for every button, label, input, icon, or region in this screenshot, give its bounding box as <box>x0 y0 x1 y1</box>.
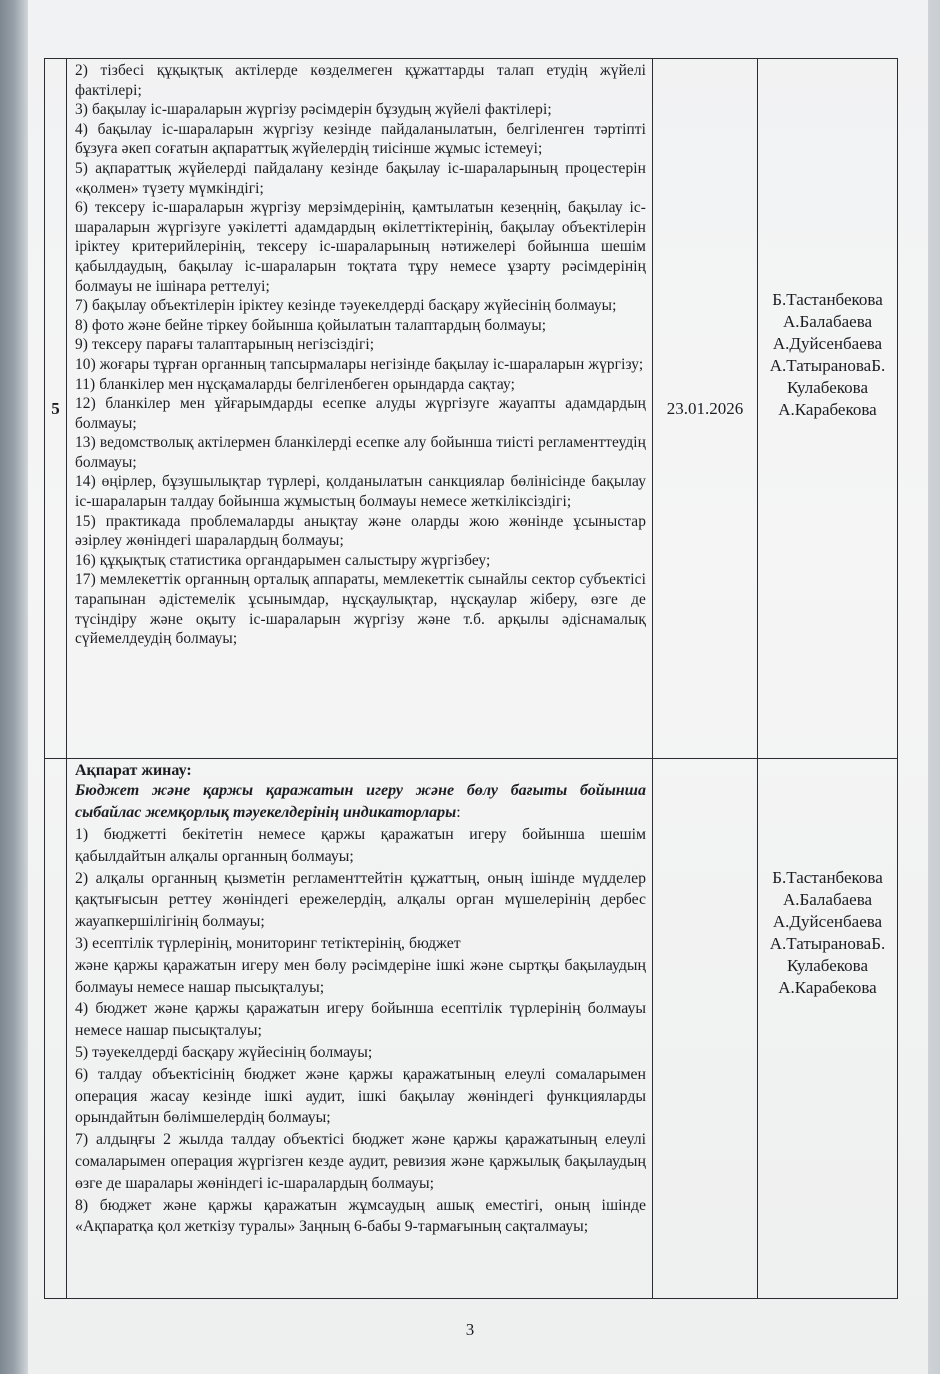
list-item: 2) тізбесі құқықтық актілерде көзделмеген құжаттарды талап етудің жүйелі фактілері; <box>75 62 646 99</box>
deadline-date-empty <box>653 759 758 1299</box>
responsible-name: А.Дуйсенбаева <box>772 334 883 353</box>
responsible-name: А.Карабекова <box>778 400 877 419</box>
measure-description <box>67 59 653 759</box>
responsible-name: А.Балабаева <box>782 890 873 909</box>
list-item: 9) тексеру парағы талаптарының негізсіздігі; <box>75 336 375 354</box>
page-number: 3 <box>465 1320 475 1339</box>
list-item: 15) практикада проблемаларды анықтау және оларды жою жөнінде ұсыныстар әзірлеу жөніндегі шаралардың болмауы; <box>75 512 646 550</box>
list-item: 10) жоғары тұрған органның тапсырмалары негізінде бақылау іс-шараларын жүргізу; <box>75 355 644 373</box>
list-item: және қаржы қаражатын игеру мен бөлу рәсімдеріне ішкі және сыртқы бақылаудың болмауы немесе нашар пысықталуы; <box>75 956 646 996</box>
list-item: 6) талдау объектісінің бюджет және қаржы қаражатының елеулі сомаларымен операция жасау кезінде ішкі аудит, ішкі бақылау жөніндегі функцияларды орындайтын бөлімшелердің болмауы; <box>75 1065 646 1127</box>
responsible-name: Б.Тастанбекова <box>772 290 883 309</box>
list-item: 16) құқықтық статистика органдарымен салыстыру жүргізбеу; <box>75 551 491 569</box>
list-item: 2) алқалы органның қызметін регламенттейтін құжаттың, оның ішінде мүдделер қақтығысын реттеу жөніндегі ережелердің, алқалы орган мүшелерінің дербес жауапкершілігінің болмауы; <box>75 869 646 931</box>
row-number-empty <box>45 759 67 1299</box>
responsible-name: А.Дуйсенбаева <box>772 912 883 931</box>
list-item: 1) бюджетті бекітетін немесе қаржы қаражатын игеру бойынша шешім қабылдайтын алқалы органның болмауы; <box>75 826 646 865</box>
subheading-suffix: : <box>456 804 461 821</box>
list-item: 3) бақылау іс-шараларын жүргізу рәсімдерін бұзудың жүйелі фактілері; <box>75 101 552 119</box>
list-item: 3) есептілік түрлерінің, мониторинг тетіктерінің, бюджет <box>75 934 461 952</box>
responsible-name: Кулабекова <box>786 378 869 397</box>
responsible-name: Кулабекова <box>786 956 869 975</box>
list-item: 14) өңірлер, бұзушылықтар түрлері, қолданылатын санкциялар бөлінісінде бақылау іс-шараларын талдау бойынша жұмыстың болмауы немесе жеткіліксіздігі; <box>75 473 646 511</box>
list-item: 12) бланкілер мен ұйғарымдарды есепке алуды жүргізуге жауапты адамдардың болмауы; <box>75 395 646 432</box>
responsible-name: А.ТатырановаБ. <box>769 934 886 953</box>
list-item: 4) бақылау іс-шараларын жүргізу кезінде пайдаланылатын, белгіленген тәртіпті бұзуға әкеп соғатын ақпараттық жүйелердің тиісінше жұмыс істемеуі; <box>75 120 646 158</box>
deadline-date: 23.01.2026 <box>653 59 758 759</box>
indicator-list <box>75 61 646 649</box>
list-item: 5) ақпараттық жүйелерді пайдалану кезінде бақылау іс-шараларының процестерін «қолмен» түзету мүмкіндігі; <box>75 159 646 197</box>
table-row <box>45 59 898 759</box>
responsible-name: А.Балабаева <box>782 312 873 331</box>
list-item: 13) ведомстволық актілермен бланкілерді есепке алу бойынша тиісті регламенттеудің болмауы; <box>75 434 646 471</box>
table-row <box>45 759 898 1299</box>
row-number: 5 <box>45 59 67 759</box>
responsible-name: Б.Тастанбекова <box>772 868 883 887</box>
list-item: 4) бюджет және қаржы қаражатын игеру бойынша есептілік түрлерінің болмауы немесе нашар пысықталуы; <box>75 1000 646 1040</box>
list-item: 7) алдыңғы 2 жылда талдау объектісі бюджет және қаржы қаражатының елеулі сомаларымен операция жүргізген кезде аудит, ревизия және қаржылық бақылаудың өзге де шаралары жөніндегі іс-шаралардың болмауы; <box>75 1131 646 1192</box>
section-subheading <box>75 780 646 824</box>
indicator-list <box>75 824 646 1238</box>
section-heading: Ақпарат жинау: <box>75 762 192 779</box>
responsible-name: А.ТатырановаБ. <box>769 356 886 375</box>
list-item: 7) бақылау объектілерін іріктеу кезінде тәуекелдерді басқару жүйесінің болмауы; <box>75 297 617 315</box>
list-item: 5) тәуекелдерді басқару жүйесінің болмауы; <box>75 1043 373 1061</box>
plan-table <box>44 58 898 1299</box>
responsible-list <box>758 59 897 421</box>
measure-description <box>67 759 653 1299</box>
list-item: 6) тексеру іс-шараларын жүргізу мерзімдерінің, қамтылатын кезеңнің, бақылау іс-шараларын жүргізуге уәкілетті адамдардың өкілеттіктерінің, бақылау объектілерін іріктеу критерийлерінің, тексеру іс-шараларының нәтижелері бойынша шешім қабылдаудың, бақылау іс-шараларын тоқтата тұру немесе ұзарту рәсімдерінің болмауы не ішінара реттелуі; <box>75 199 646 295</box>
responsible-persons <box>758 59 898 759</box>
list-item: 17) мемлекеттік органның орталық аппараты, мемлекеттік сынайлы сектор субъектісі тарапынан әдістемелік ұсынымдар, нұсқаулықтар, нұсқаулар жіберу, өзге де түсіндіру және оқыту іс-шараларын жүргізу және т.б. арқылы әдіснамалық сүйемелдеудің болмауы; <box>75 571 646 648</box>
responsible-list <box>758 759 897 999</box>
responsible-name: А.Карабекова <box>778 978 877 997</box>
list-item: 8) фото және бейне тіркеу бойынша қойылатын талаптардың болмауы; <box>75 316 547 334</box>
list-item: 11) бланкілер мен нұсқамаларды белгіленбеген орындарда сақтау; <box>75 375 515 393</box>
list-item: 8) бюджет және қаржы қаражатын жұмсаудың ашық еместігі, оның ішінде «Ақпаратқа қол жеткізу туралы» Заңның 6-бабы 9-тармағының сақталмауы; <box>75 1196 646 1236</box>
subheading-text: Бюджет және қаржы қаражатын игеру және бөлу бағыты бойынша сыбайлас жемқорлық тәуекелдерінің индикаторлары <box>75 782 646 821</box>
responsible-persons <box>758 759 898 1299</box>
